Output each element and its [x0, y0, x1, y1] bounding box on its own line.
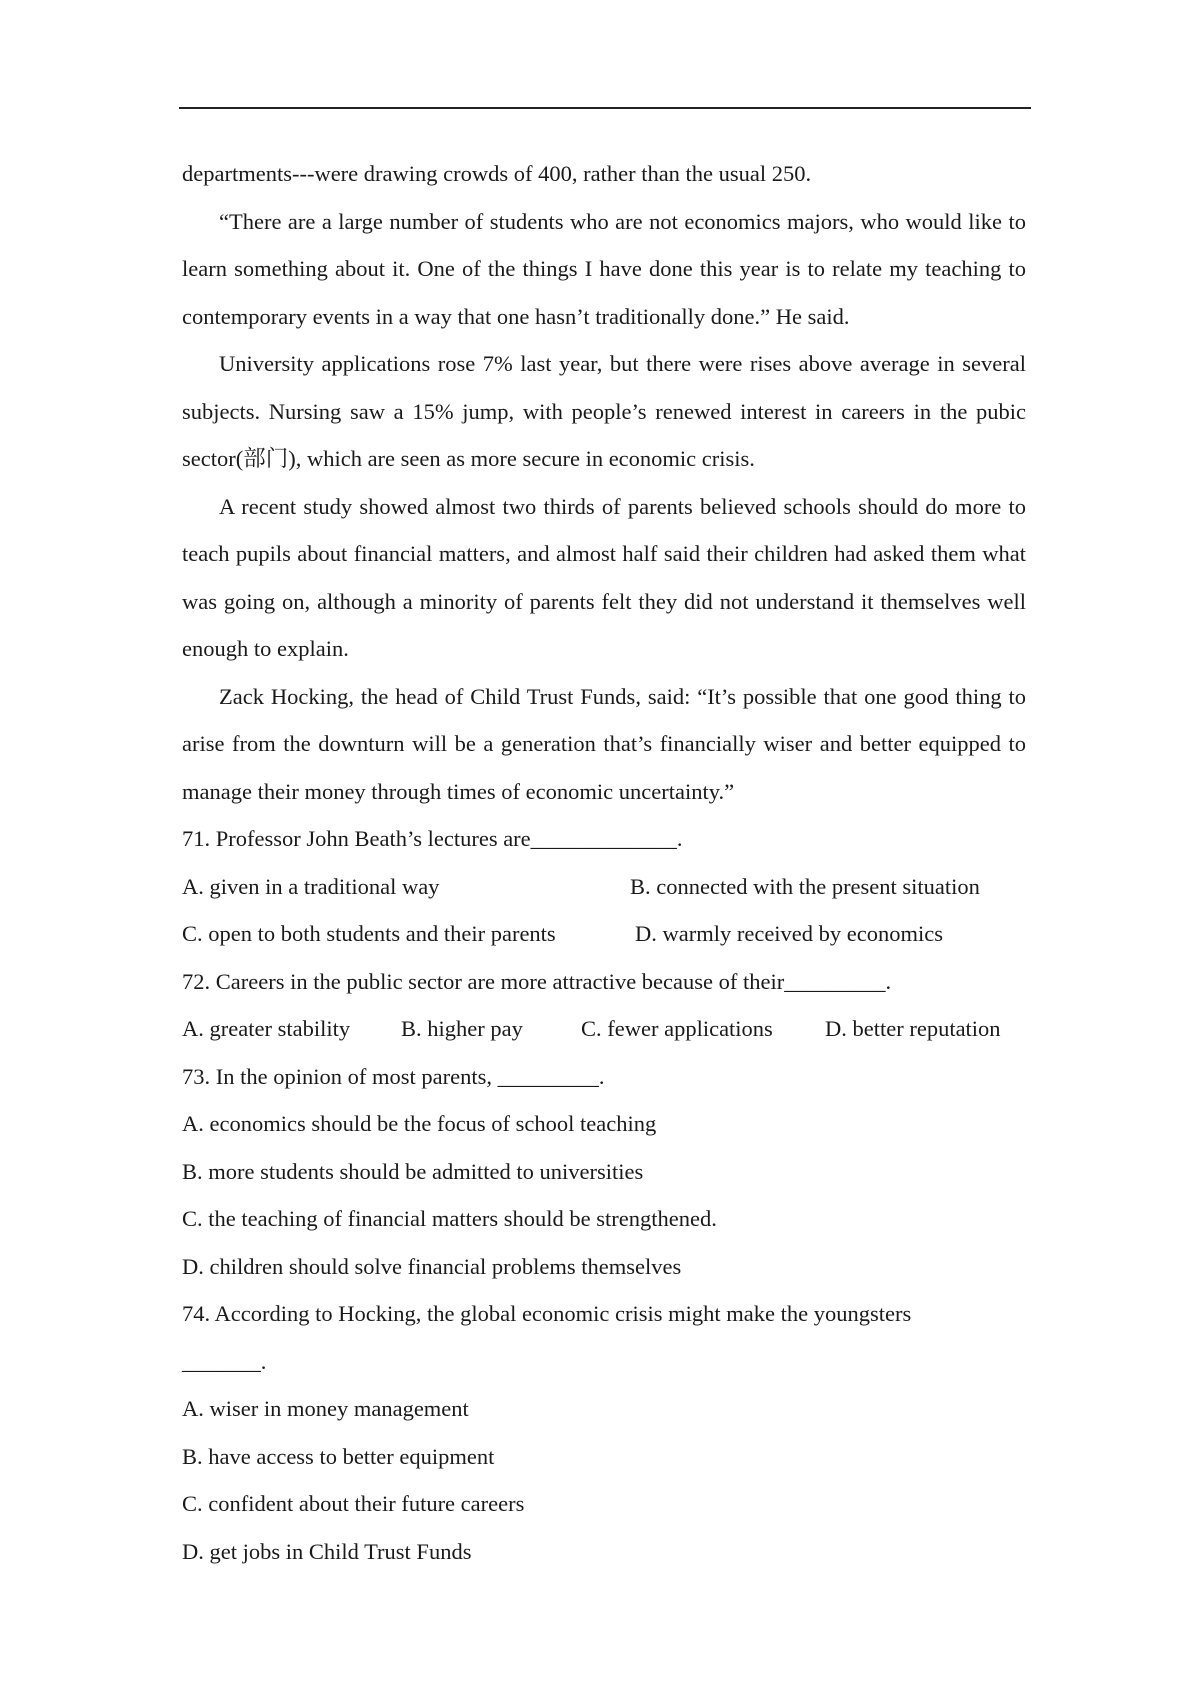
passage-paragraph: A recent study showed almost two thirds of parents believed schools should do more to teach pupils about financial matters, and almost half said their children had asked them what was going on, although a minority of parents felt they did not understand it themselves well enough to explain. — [182, 493, 1026, 661]
question-71-stem: 71. Professor John Beath’s lectures are_____________. — [182, 826, 683, 851]
question-73-stem: 73. In the opinion of most parents, _________. — [182, 1063, 605, 1089]
passage-paragraph: University applications rose 7% last year, but there were rises above average in several subjects. Nursing saw a 15% jump, with people’s renewed interest in careers in the pubic sector(部门), which are seen as more secure in economic crisis. — [182, 351, 1026, 471]
question-72-option-d: D. better reputation — [825, 1016, 1001, 1041]
passage-paragraph: departments---were drawing crowds of 400, rather than the usual 250. — [182, 161, 812, 186]
question-72-stem: 72. Careers in the public sector are more attractive because of their_________. — [182, 968, 892, 994]
question-74-option-b: B. have access to better equipment — [182, 1443, 495, 1469]
question-71-option-a: A. given in a traditional way — [182, 873, 440, 899]
question-72-option-c: C. fewer applications — [581, 1016, 773, 1041]
question-72-options-row — [182, 1005, 1026, 1053]
question-74-option-c: C. confident about their future careers — [182, 1491, 525, 1516]
question-71-option-b: B. connected with the present situation — [630, 873, 980, 899]
question-71-options-row-1 — [182, 863, 1026, 911]
question-74-stem: 74. According to Hocking, the global economic crisis might make the youngsters — [182, 1301, 912, 1326]
page-content — [182, 150, 1026, 1575]
question-73-option-d: D. children should solve financial problems themselves — [182, 1253, 682, 1279]
question-71-option-d: D. warmly received by economics — [635, 921, 944, 946]
question-74-option-d: D. get jobs in Child Trust Funds — [182, 1538, 472, 1564]
question-74-answer-blank: _______. — [182, 1348, 267, 1374]
question-74-option-a: A. wiser in money management — [182, 1396, 469, 1421]
question-71-options-row-2 — [182, 910, 1026, 958]
question-73-option-c: C. the teaching of financial matters should be strengthened. — [182, 1206, 717, 1231]
question-73-option-b: B. more students should be admitted to universities — [182, 1158, 644, 1184]
header-rule — [179, 107, 1031, 109]
question-73-option-a: A. economics should be the focus of school teaching — [182, 1111, 657, 1136]
passage-paragraph: “There are a large number of students who are not economics majors, who would like to learn something about it. One of the things I have done this year is to relate my teaching to contemporary events in a way that one hasn’t traditionally done.” He said. — [182, 208, 1026, 329]
question-72-option-a: A. greater stability — [182, 1016, 351, 1041]
question-72-option-b: B. higher pay — [401, 1016, 523, 1041]
passage-paragraph: Zack Hocking, the head of Child Trust Funds, said: “It’s possible that one good thing to arise from the downturn will be a generation that’s financially wiser and better equipped to manage their money through times of economic uncertainty.” — [182, 683, 1026, 804]
question-71-option-c: C. open to both students and their parents — [182, 921, 556, 946]
